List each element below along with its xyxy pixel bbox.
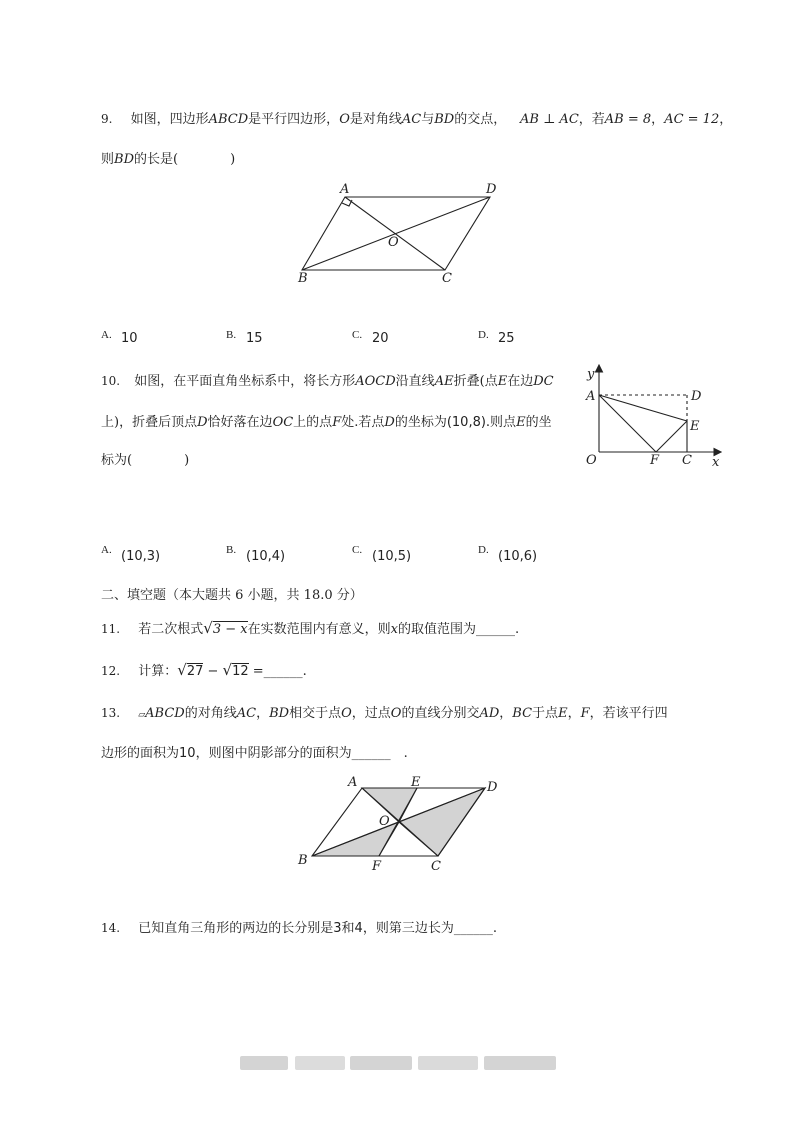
q9-text: ， [719, 112, 733, 127]
q9-math-o: O [339, 112, 350, 127]
diagonal-bd [302, 197, 490, 270]
q14-math-four: 4 [354, 921, 363, 936]
label-d: D [487, 780, 498, 795]
q13-line1 [101, 702, 668, 721]
q10-text: 上的点 [293, 415, 333, 430]
q10-number: 10. [101, 374, 121, 388]
q9-option-label: A. [101, 329, 112, 341]
q9-option-value: 10 [121, 331, 138, 346]
q12-radicand: 12 [232, 664, 249, 679]
label-y: y [587, 367, 595, 382]
q14-line [101, 917, 497, 936]
q14-math-three: 3 [333, 921, 342, 936]
label-e: E [690, 419, 700, 434]
q10-line1 [101, 370, 554, 389]
q14-number: 14. [101, 921, 121, 935]
q9-text: ， [651, 112, 665, 127]
q10-text: .则点 [485, 415, 517, 430]
q10-text: 上 [101, 415, 115, 430]
q13-math-f: F [580, 706, 590, 721]
q10-math-d: D [384, 415, 395, 430]
q11-number: 11. [101, 622, 121, 636]
q13-text: 相交于点 [289, 706, 342, 721]
q10-math-e: E [497, 374, 508, 389]
label-d: D [486, 182, 497, 197]
label-a: A [340, 182, 350, 197]
q10-option-value: (10,3) [121, 549, 161, 564]
q9-math-ac: AC [401, 112, 422, 127]
q10-option-label: B. [226, 544, 237, 556]
q9-text: 是平行四边形， [248, 112, 340, 127]
label-c: C [682, 453, 692, 468]
q10-text: 标为( ) [101, 453, 190, 468]
q10-math-coord: (10,8) [446, 415, 486, 430]
q9-text: 则 [101, 152, 115, 167]
q13-text: ，过点 [351, 706, 391, 721]
q13-math-bc: BC [512, 706, 533, 721]
q13-math-ad: AD [479, 706, 500, 721]
q13-text: ，若该平行四 [589, 706, 668, 721]
q10-math-e: E [516, 415, 526, 430]
q13-math-ten: 10 [179, 746, 196, 761]
label-o: O [586, 453, 597, 468]
q12-radical-1: √27 [177, 661, 204, 679]
label-o: O [379, 814, 390, 829]
q9-math-ab8: AB = 8 [604, 112, 652, 127]
q13-figure-parallelogram [292, 772, 510, 876]
q13-math-ac: AC [236, 706, 257, 721]
q9-math-ac12: AC = 12 [664, 112, 720, 127]
q10-option-value: (10,4) [246, 549, 286, 564]
q11-text: 若二次根式 [138, 622, 204, 637]
q10-math-f: F [332, 415, 342, 430]
q9-option-label: D. [478, 329, 489, 341]
q11-math-x: x [390, 622, 398, 637]
label-f: F [650, 453, 660, 468]
label-f: F [372, 859, 382, 874]
q13-text: ， [256, 706, 270, 721]
q11-text: 在实数范围内有意义，则 [247, 622, 391, 637]
q10-text: ，折叠后顶点 [119, 415, 198, 430]
q12-radical-2: √12 [222, 661, 249, 679]
parallelogram-symbol: ▱ [138, 710, 146, 720]
q10-text: ( [479, 374, 485, 389]
q13-number: 13. [101, 706, 121, 720]
q9-line1 [101, 108, 506, 127]
q10-text: 恰好落在边 [207, 415, 273, 430]
q10-math-ae: AE [434, 374, 454, 389]
q13-text: 于点 [532, 706, 559, 721]
q11-text: 的取值范围为______. [397, 622, 520, 637]
q12-minus: − [203, 664, 223, 679]
q9-text: 的长是( ) [134, 152, 236, 167]
label-o: O [388, 235, 399, 250]
q10-option-value: (10,5) [372, 549, 412, 564]
label-a: A [348, 775, 358, 790]
q14-text: ，则第三边长为______. [362, 921, 497, 936]
q9-math-bd: BD [434, 112, 455, 127]
q10-option-label: A. [101, 544, 112, 556]
q13-math-bd: BD [269, 706, 290, 721]
q10-math-oc: OC [272, 415, 294, 430]
label-d: D [691, 389, 702, 404]
q9-option-label: C. [352, 329, 363, 341]
q13-line2 [101, 742, 408, 761]
q13-math-o: O [341, 706, 352, 721]
q10-math-d: D [197, 415, 208, 430]
q11-radicand: 3 − x [212, 622, 248, 637]
q12-line [101, 660, 307, 679]
label-x: x [712, 455, 720, 470]
q9-text: 如图，四边形 [130, 112, 209, 127]
q10-option-label: D. [478, 544, 489, 556]
q9-option-value: 25 [498, 331, 515, 346]
q10-line2 [101, 411, 552, 430]
q9-number: 9. [101, 112, 113, 126]
q14-text: 已知直角三角形的两边的长分别是 [138, 921, 334, 936]
label-c: C [431, 859, 441, 874]
q13-text: ， [567, 706, 581, 721]
q10-text: ) [114, 415, 120, 430]
q9-text: 的交点， [454, 112, 507, 127]
q10-figure-coordinate [578, 360, 728, 472]
q10-text: 如图，在平面直角坐标系中，将长方形 [134, 374, 356, 389]
q11-line [101, 618, 519, 637]
label-c: C [442, 271, 452, 286]
label-a: A [586, 389, 596, 404]
q13-text: 的直线分别交 [401, 706, 480, 721]
section-heading: 二、填空题（本大题共 6 小题，共 18.0 分） [101, 588, 363, 603]
q9-option-label: B. [226, 329, 237, 341]
q11-radical: √3 − x [203, 619, 248, 637]
q9-math-abcd: ABCD [208, 112, 249, 127]
q9-text: 与 [421, 112, 435, 127]
q13-text: 边形的面积为 [101, 746, 180, 761]
q12-equals: = [248, 664, 264, 679]
q10-math-aocd: AOCD [355, 374, 396, 389]
q13-text: ，则图中阴影部分的面积为______ . [195, 746, 408, 761]
q10-text: 沿直线 [395, 374, 435, 389]
q9-option-value: 15 [246, 331, 263, 346]
q10-text: 在边 [507, 374, 534, 389]
q9-math-perp: AB ⊥ AC [520, 112, 579, 127]
q10-option-value: (10,6) [498, 549, 538, 564]
q12-number: 12. [101, 664, 121, 678]
label-b: B [298, 853, 308, 868]
q10-text: 处 [341, 415, 355, 430]
q10-text: 折叠 [453, 374, 480, 389]
q9-line1b [520, 108, 732, 127]
q9-line2 [101, 148, 235, 167]
q13-math-o: O [390, 706, 402, 721]
q10-text: 点 [484, 374, 498, 389]
q10-line3 [101, 449, 189, 468]
q13-math-e: E [558, 706, 568, 721]
q9-text: 是对角线 [349, 112, 402, 127]
q13-text: ， [499, 706, 513, 721]
q12-radicand: 27 [186, 664, 204, 679]
q12-text: ______. [263, 664, 307, 679]
q10-option-label: C. [352, 544, 363, 556]
q13-math-abcd: ABCD [145, 706, 185, 721]
label-e: E [411, 775, 421, 790]
label-b: B [298, 271, 308, 286]
q10-text: .若点 [354, 415, 385, 430]
line-fe [656, 421, 687, 452]
q10-text: 的坐标为 [394, 415, 447, 430]
q13-text: 的对角线 [184, 706, 237, 721]
q9-text: ，若 [578, 112, 605, 127]
q10-text: 的坐 [525, 415, 552, 430]
q9-option-value: 20 [372, 331, 389, 346]
q9-figure-parallelogram [290, 178, 510, 288]
q9-math-bd: BD [114, 152, 134, 167]
q12-text: 计算： [138, 664, 178, 679]
q14-text: 和 [341, 921, 355, 936]
q10-math-dc: DC [533, 374, 554, 389]
